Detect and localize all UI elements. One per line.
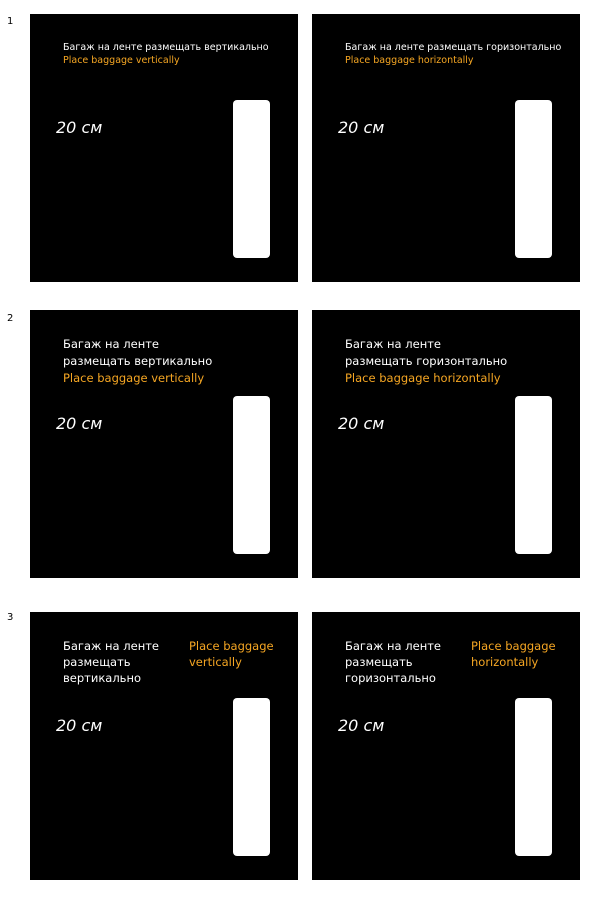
xray-machine-housing (515, 396, 552, 554)
russian-caption: Багаж на ленте размещать вертикально (63, 42, 269, 53)
russian-caption-line-3: горизонтально (345, 671, 436, 685)
english-caption: Place baggage horizontally (345, 55, 474, 66)
xray-machine-housing (515, 100, 552, 258)
xray-machine-housing (515, 698, 552, 856)
xray-machine-housing (233, 396, 270, 554)
distance-label: 20 см (56, 716, 103, 735)
russian-caption-line-2: размещать (63, 655, 131, 669)
row-number-2: 2 (7, 313, 14, 324)
vertical-baggage-illustration (30, 14, 298, 282)
distance-label: 20 см (338, 118, 385, 137)
distance-label: 20 см (56, 414, 103, 433)
english-caption-line-2: vertically (189, 655, 242, 669)
horizontal-baggage-illustration (312, 612, 580, 880)
distance-label: 20 см (338, 716, 385, 735)
english-caption: Place baggage vertically (63, 55, 180, 66)
russian-caption-line-2: размещать вертикально (63, 354, 213, 368)
russian-caption-line-1: Багаж на ленте (345, 337, 441, 351)
distance-label: 20 см (338, 414, 385, 433)
english-caption-line-2: horizontally (471, 655, 539, 669)
sign-horizontal-variant-3 (312, 612, 580, 880)
russian-caption-line-2: размещать (345, 655, 413, 669)
vertical-baggage-illustration (30, 612, 298, 880)
russian-caption-line-2: размещать горизонтально (345, 354, 508, 368)
sign-horizontal-variant-2 (312, 310, 580, 578)
russian-caption-line-1: Багаж на ленте (345, 639, 441, 653)
english-caption: Place baggage horizontally (345, 371, 501, 385)
row-number-3: 3 (7, 612, 14, 623)
distance-label: 20 см (56, 118, 103, 137)
vertical-baggage-illustration (30, 310, 298, 578)
english-caption-line-1: Place baggage (471, 639, 556, 653)
russian-caption-line-1: Багаж на ленте (63, 639, 159, 653)
horizontal-baggage-illustration (312, 310, 580, 578)
english-caption-line-1: Place baggage (189, 639, 274, 653)
russian-caption: Багаж на ленте размещать горизонтально (345, 42, 562, 53)
horizontal-baggage-illustration (312, 14, 580, 282)
sign-vertical-variant-2 (30, 310, 298, 578)
xray-machine-housing (233, 100, 270, 258)
russian-caption-line-1: Багаж на ленте (63, 337, 159, 351)
sign-horizontal-variant-1 (312, 14, 580, 282)
english-caption: Place baggage vertically (63, 371, 205, 385)
sign-vertical-variant-1 (30, 14, 298, 282)
row-number-1: 1 (7, 16, 14, 27)
sign-vertical-variant-3 (30, 612, 298, 880)
xray-machine-housing (233, 698, 270, 856)
russian-caption-line-3: вертикально (63, 671, 142, 685)
